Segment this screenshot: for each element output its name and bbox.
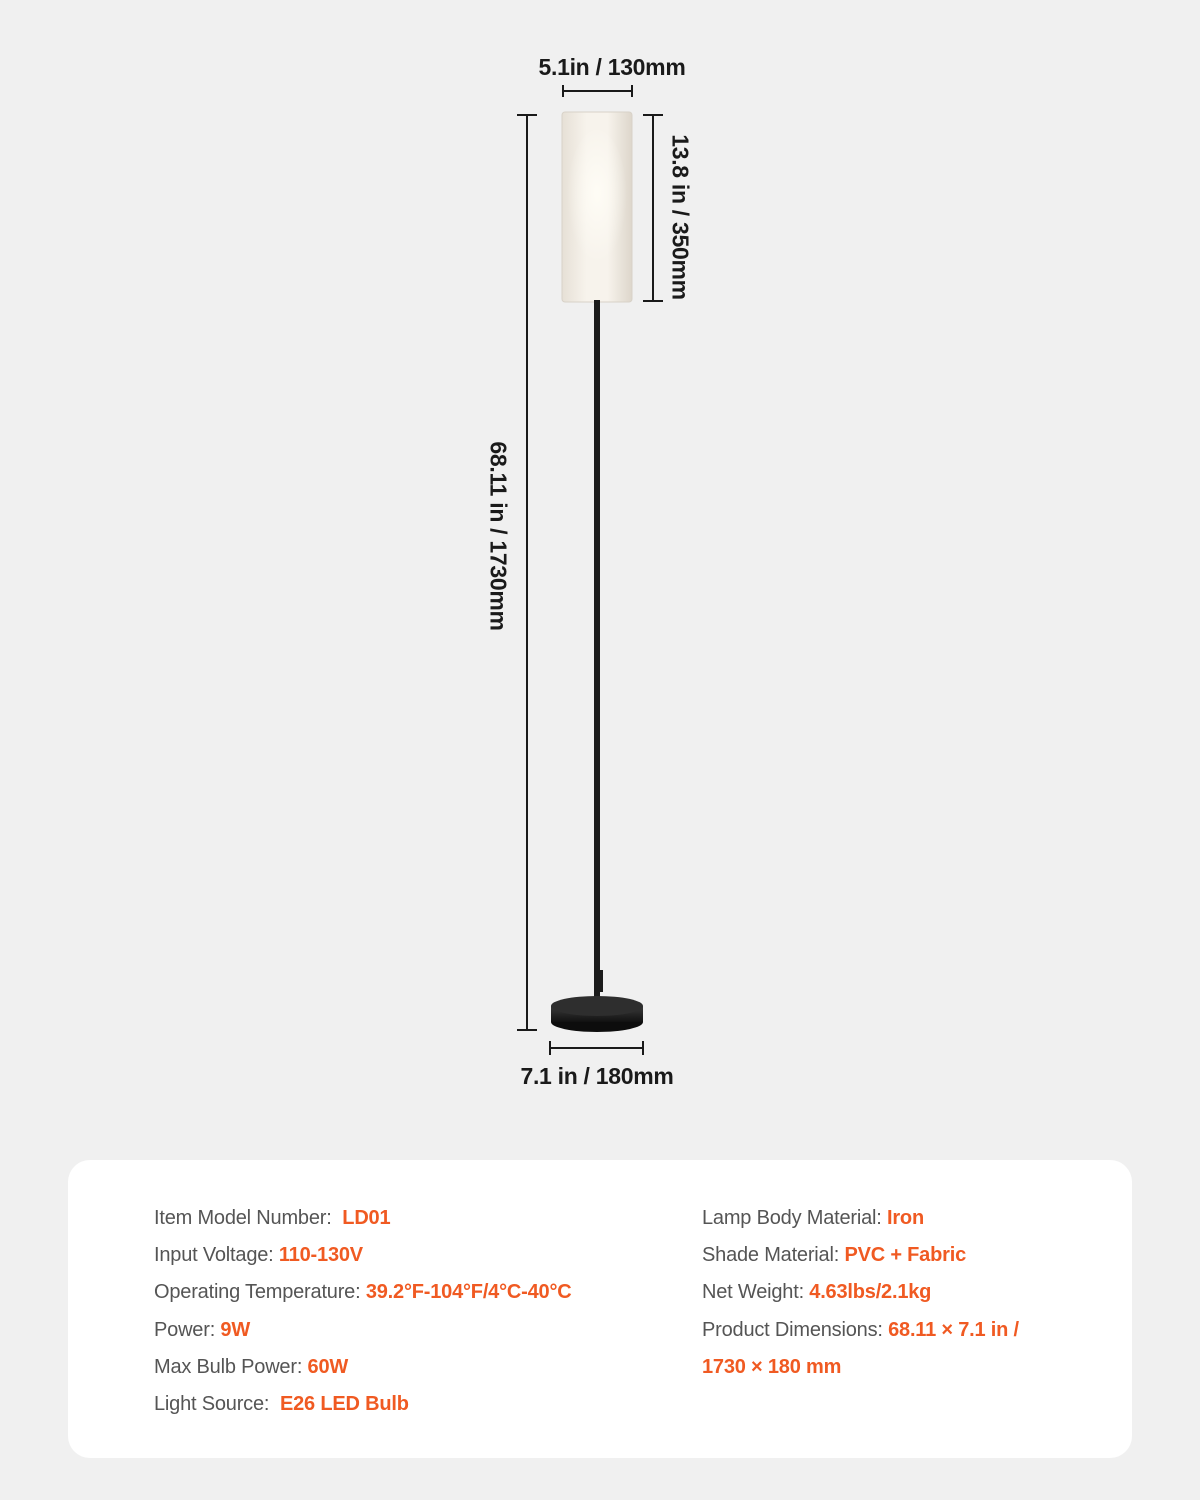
lamp-shade	[562, 112, 632, 302]
shade-height-dimension-line	[643, 115, 663, 301]
base-width-dimension-line	[550, 1041, 643, 1055]
spec-power: Power: 9W	[154, 1319, 251, 1341]
spec-product-dimensions: Product Dimensions: 68.11 × 7.1 in /	[702, 1319, 1019, 1341]
spec-operating-temperature: Operating Temperature: 39.2°F-104°F/4°C-40°C	[154, 1281, 572, 1303]
spec-shade-material: Shade Material: PVC + Fabric	[702, 1244, 966, 1266]
spec-net-weight: Net Weight: 4.63lbs/2.1kg	[702, 1281, 932, 1303]
spec-product-dimensions-metric: 1730 × 180 mm	[702, 1356, 842, 1378]
lamp-pole	[594, 300, 603, 1010]
base-width-label: 7.1 in / 180mm	[520, 1063, 674, 1089]
spec-lamp-body-material: Lamp Body Material: Iron	[702, 1207, 924, 1229]
spec-max-bulb-power: Max Bulb Power: 60W	[154, 1356, 349, 1378]
spec-input-voltage: Input Voltage: 110-130V	[154, 1244, 363, 1266]
spec-light-source: Light Source: E26 LED Bulb	[154, 1393, 409, 1415]
total-height-label: 68.11 in / 1730mm	[485, 441, 512, 631]
shade-width-dimension-line	[563, 85, 632, 97]
specifications-card	[68, 1160, 1132, 1458]
shade-width-label: 5.1in / 130mm	[538, 54, 686, 80]
spec-model-number: Item Model Number: LD01	[154, 1207, 391, 1229]
total-height-dimension-line	[517, 115, 537, 1030]
shade-height-label: 13.8 in / 350mm	[667, 134, 694, 300]
lamp-base	[551, 996, 643, 1032]
